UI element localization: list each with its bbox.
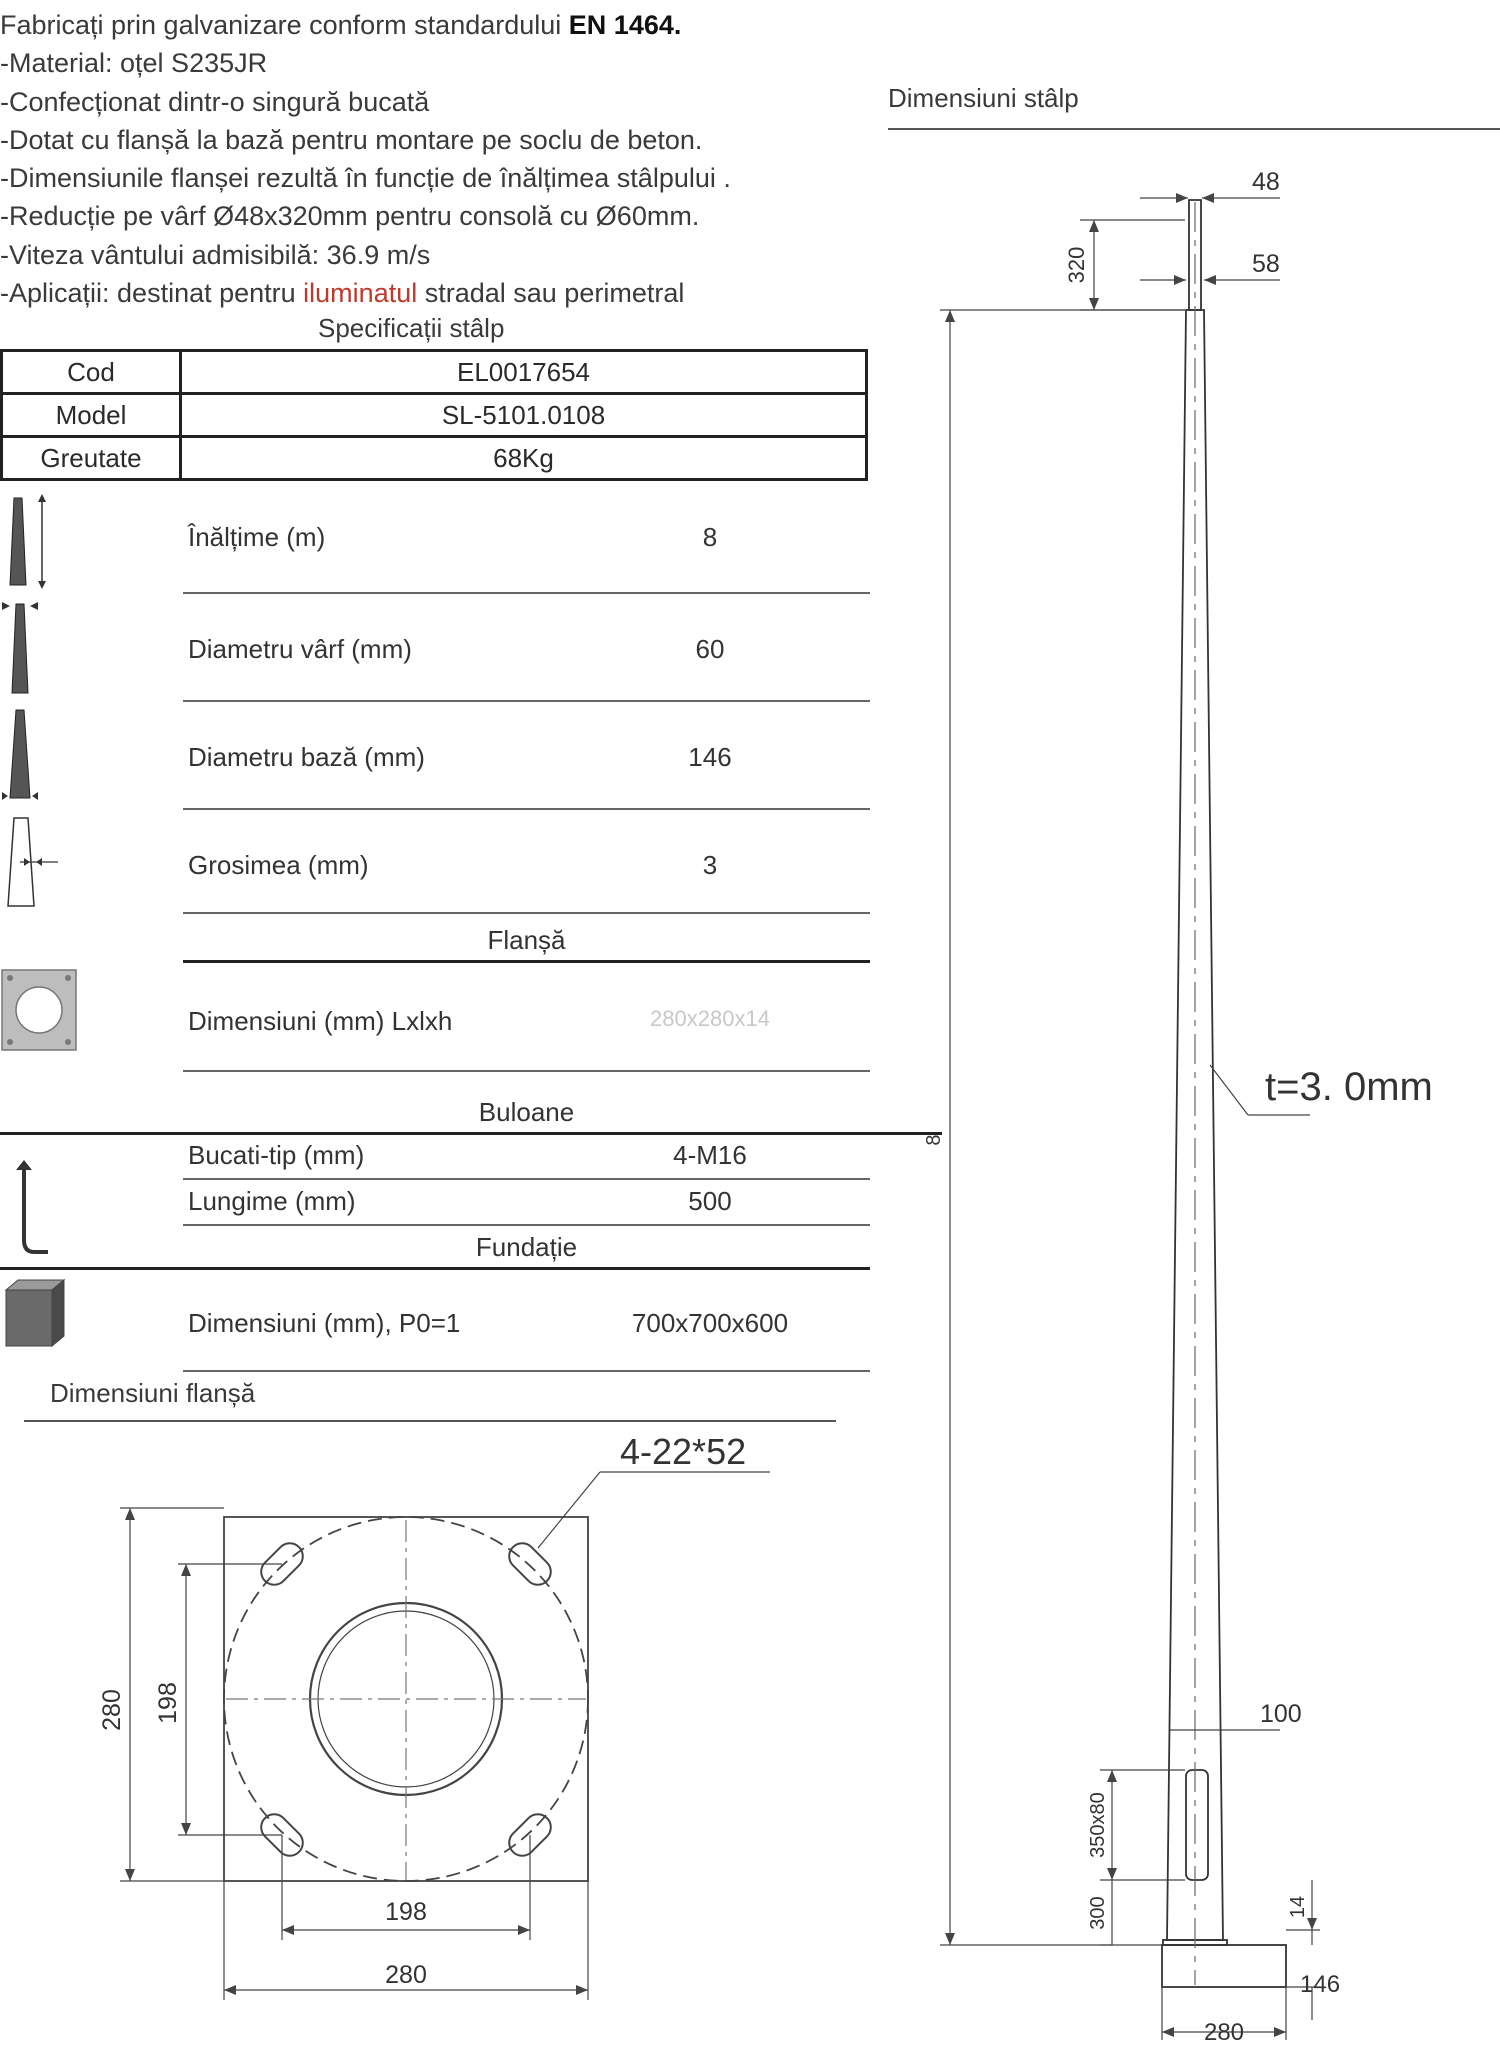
foundation-value: 700x700x600: [631, 1308, 789, 1338]
base-outer-dimension: 146: [1300, 1971, 1341, 1998]
bolts-rule: [0, 1132, 942, 1135]
spec-value: EL0017654: [181, 351, 867, 394]
door-height-dimension: 300: [1087, 1896, 1109, 1930]
feature-wind-speed: -Viteza vântului admisibilă: 36.9 m/s: [0, 239, 431, 270]
flange-title: Flanșă: [487, 925, 566, 955]
intro-text: [0, 6, 870, 312]
table-row: [2, 351, 867, 394]
flange-label: Dimensiuni (mm) Lxlxh: [188, 1006, 453, 1036]
standard-prefix: Fabricați prin galvanizare conform standardului: [0, 10, 562, 40]
dimension-row-height: [0, 490, 870, 595]
spec-label: Model: [2, 394, 181, 437]
pole-base-diameter-icon: [0, 706, 60, 806]
anchor-bolt-icon: [0, 1136, 60, 1260]
slot-leader: [538, 1472, 600, 1548]
thickness-leader: [1210, 1065, 1248, 1115]
row-value: 8: [702, 522, 718, 552]
spec-value: SL-5101.0108: [181, 394, 867, 437]
flange-width-dimension: 280: [1203, 2019, 1245, 2046]
spec-label: Greutate: [2, 437, 181, 480]
dimension-row-base-diameter: [0, 706, 870, 811]
door-dimension: 350x80: [1087, 1792, 1109, 1858]
row-label: Diametru vârf (mm): [188, 634, 412, 664]
row-label: Diametru bază (mm): [188, 742, 425, 772]
base-flange: [1162, 1945, 1286, 1987]
foundation-rule: [0, 1267, 870, 1270]
pole-drawing-title: Dimensiuni stâlp: [888, 83, 1079, 113]
spec-table: [0, 349, 868, 481]
row-divider: [183, 592, 870, 594]
row-divider: [183, 700, 870, 702]
flange-drawing: [0, 1420, 840, 2020]
wall-thickness-label: t=3. 0mm: [1265, 1065, 1433, 1109]
dimension-row-thickness: [0, 814, 870, 914]
row-divider: [183, 808, 870, 810]
flange-plate-icon: [0, 966, 78, 1054]
foundation-title: Fundație: [475, 1232, 578, 1262]
flange-row: [0, 966, 870, 1072]
spec-title: Specificații stâlp: [318, 313, 505, 343]
feature-material: -Material: oțel S235JR: [0, 48, 268, 79]
bolt-length-value: 500: [688, 1186, 732, 1216]
pole-height-icon: [0, 490, 60, 590]
flange-hole-spacing-vertical: 198: [154, 1682, 182, 1724]
standard-line: [0, 6, 870, 44]
dimension-row-top-diameter: [0, 598, 870, 703]
spec-label: Cod: [2, 351, 181, 394]
flange-hole-spacing-horizontal: 198: [385, 1898, 427, 1926]
row-divider: [183, 1178, 870, 1180]
base-diameter-dimension: 100: [1260, 1700, 1302, 1728]
flange-width-dimension: 280: [385, 1961, 427, 1989]
pole-drawing: [880, 140, 1500, 2048]
bolt-length-label: Lungime (mm): [188, 1186, 356, 1216]
row-value: 3: [702, 850, 718, 880]
flange-drawing-title: Dimensiuni flanșă: [50, 1378, 256, 1408]
inspection-door: [1186, 1770, 1208, 1880]
table-row: [2, 437, 867, 480]
row-label: Grosimea (mm): [188, 850, 369, 880]
row-divider: [183, 1224, 870, 1226]
foundation-label: Dimensiuni (mm), P0=1: [188, 1308, 461, 1338]
pole-drawing-rule: [888, 128, 1500, 130]
row-divider: [183, 912, 870, 914]
flange-side-dimension: 280: [98, 1689, 126, 1731]
feature-flange-dimensions: -Dimensiunile flanșei rezultă în funcție de înălțimea stâlpului .: [0, 163, 731, 194]
bolt-type-value: 4-M16: [673, 1140, 747, 1170]
row-divider: [183, 1370, 870, 1372]
feature-one-piece: -Confecționat dintr-o singură bucată: [0, 86, 430, 117]
feature-top-reduction: -Reducție pe vârf Ø48x320mm pentru consolă cu Ø60mm.: [0, 201, 700, 232]
flange-value: 280x280x14: [650, 1006, 770, 1031]
row-label: Înălțime (m): [188, 522, 326, 552]
standard-code: EN 1464.: [568, 10, 682, 40]
row-divider: [183, 1070, 870, 1072]
application-highlight: iluminatul: [303, 278, 418, 309]
feature-application: -Aplicații: destinat pentru iluminatul stradal sau perimetral: [0, 278, 685, 309]
concrete-block-icon: [0, 1272, 70, 1352]
bolt-type-label: Bucati-tip (mm): [188, 1140, 365, 1170]
spec-value: 68Kg: [181, 437, 867, 480]
bolts-title: Buloane: [478, 1097, 575, 1127]
slot-dimension-label: 4-22*52: [620, 1431, 747, 1472]
pole-top-diameter-icon: [0, 598, 60, 698]
reducer-diameter-dimension: 58: [1252, 250, 1280, 278]
pole-thickness-icon: [0, 814, 60, 914]
table-row: [2, 394, 867, 437]
row-value: 146: [688, 742, 732, 772]
top-diameter-dimension: 48: [1252, 168, 1280, 196]
feature-flange: -Dotat cu flanșă la bază pentru montare pe soclu de beton.: [0, 124, 703, 155]
pole-height-dimension: 8: [923, 1134, 945, 1146]
flange-rule: [183, 960, 870, 963]
flange-thickness-dimension: 14: [1287, 1895, 1309, 1919]
row-value: 60: [695, 634, 725, 664]
bolts-section: [0, 1136, 870, 1260]
reducer-length-dimension: 320: [1064, 246, 1089, 284]
foundation-row: [0, 1272, 870, 1372]
